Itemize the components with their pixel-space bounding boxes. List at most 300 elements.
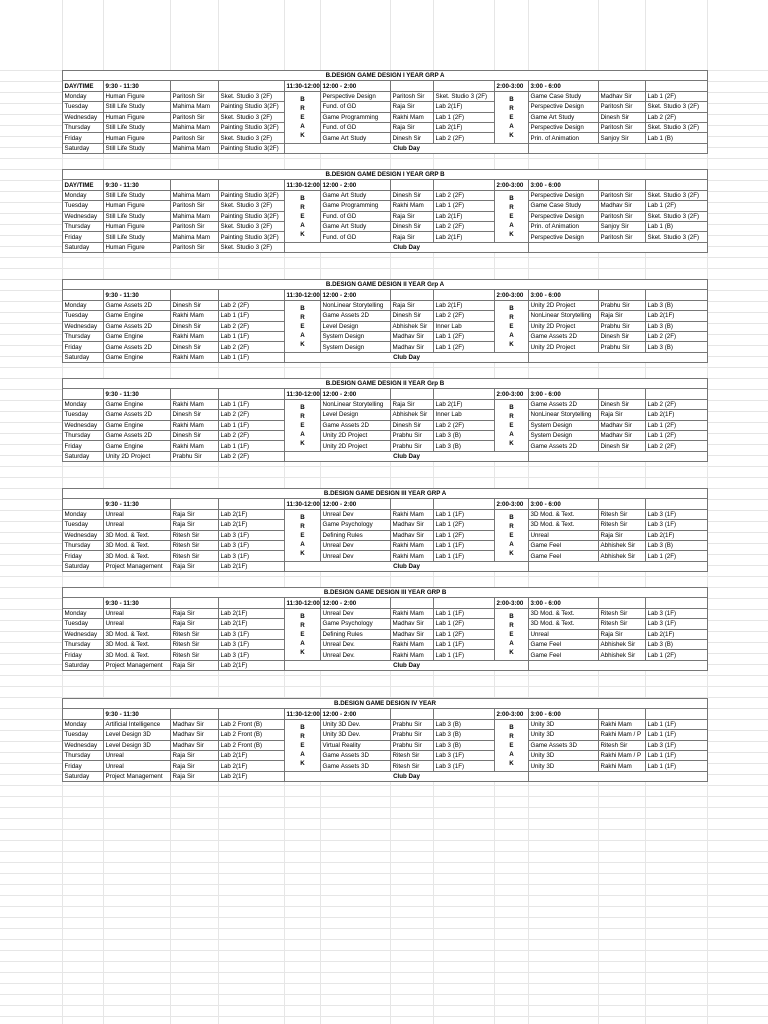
session-cell: Lab 2(1F) [219,660,285,670]
day-cell: Friday [63,342,104,352]
session-cell: Still Life Study [104,122,171,132]
column-header [219,81,285,91]
empty-cell [529,561,708,571]
break-letter: E [509,421,514,429]
session-cell: Dinesh Sir [171,410,219,420]
column-header [171,180,219,190]
session-cell: 3D Mod. & Text. [104,650,171,660]
session-cell: Prabhu Sir [599,321,646,331]
session-cell: Lab 2 (2F) [646,441,708,451]
table-row [63,211,708,221]
session-cell: Raja Sir [171,660,219,670]
session-cell: Still Life Study [104,143,171,153]
session-cell: Raja Sir [171,771,219,781]
session-cell: Paritosh Sir [599,122,646,132]
session-cell: Lab 1 (1F) [219,399,285,409]
column-header: 2:00-3:00 [495,180,529,190]
session-cell: System Design [321,342,391,352]
break-letter: R [509,313,514,321]
column-header [646,180,708,190]
day-cell: Thursday [63,540,104,550]
session-cell: Dinesh Sir [391,190,434,200]
sheet-gridline [0,961,768,962]
column-header: 12:00 - 2:00 [321,290,391,300]
session-cell: Lab 3 (1F) [219,650,285,660]
session-cell: Lab 1 (2F) [646,201,708,211]
session-cell: Lab 2 (2F) [646,331,708,341]
session-cell: Game Assets 2D [104,300,171,310]
timetable-title-row [63,379,708,389]
session-cell: Lab 2(1F) [219,520,285,530]
table-row [63,221,708,231]
day-cell: Thursday [63,122,104,132]
session-cell: Rakhi Mam [391,509,434,519]
table-row [63,342,708,352]
column-header [219,499,285,509]
session-cell: Human Figure [104,91,171,101]
session-cell: Unity 3D Dev. [321,730,391,740]
session-cell: Prin. of Animation [529,133,599,143]
timetable-7 [62,698,708,782]
session-cell: Lab 1 (1F) [434,540,495,550]
break-letter: A [300,750,305,758]
break-letter: R [300,412,305,420]
column-header [63,709,104,719]
session-cell: 3D Mod. & Text. [104,629,171,639]
break-cell [495,190,529,242]
column-header: 11:30-12:00 [286,181,320,189]
session-cell: Perspective Design [529,122,599,132]
break-letter: K [300,439,305,447]
table-row [63,102,708,112]
day-cell: Thursday [63,430,104,440]
table-row [63,122,708,132]
table-row [63,441,708,451]
column-header: 9:30 - 11:30 [104,290,171,300]
break-letter: K [300,340,305,348]
timetable-header-row [63,81,708,91]
session-cell: Lab 2(1F) [434,232,495,242]
session-cell: Lab 3 (1F) [646,608,708,618]
session-cell: Lab 1 (2F) [434,619,495,629]
session-cell: Unity 2D Project [529,321,599,331]
session-cell: Lab 1 (2F) [434,331,495,341]
break-letter: A [300,540,305,548]
session-cell: Dinesh Sir [171,430,219,440]
session-cell: Still Life Study [104,232,171,242]
session-cell: Rakhi Mam [391,551,434,561]
column-header: 9:30 - 11:30 [104,499,171,509]
session-cell: 3D Mod. & Text. [529,520,599,530]
timetable-header-row [63,180,708,190]
break-letter: K [509,230,514,238]
timetable-header-row [63,598,708,608]
break-cell [285,300,321,352]
session-cell: Dinesh Sir [171,321,219,331]
column-header [63,598,104,608]
break-letter: K [300,648,305,656]
table-row-saturday [63,561,708,571]
session-cell: Prabhu Sir [391,740,434,750]
timetable-2 [62,169,708,253]
session-cell: Rakhi Mam [171,420,219,430]
break-cell [285,190,321,242]
table-row [63,608,708,618]
day-cell: Saturday [63,352,104,362]
table-row-saturday [63,771,708,781]
table-row [63,112,708,122]
session-cell: Level Design [321,321,391,331]
timetable-title-row [63,170,708,180]
day-cell: Thursday [63,750,104,760]
timetable-5 [62,488,708,572]
session-cell: Lab 1 (1F) [219,441,285,451]
empty-cell [529,352,708,362]
sheet-gridline [0,994,768,995]
column-header [434,389,495,399]
break-letter: E [509,741,514,749]
timetable-title: B.DESIGN GAME DESIGN II YEAR Grp B [63,379,708,389]
session-cell: Ritesh Sir [171,650,219,660]
session-cell: Lab 2 (2F) [434,221,495,231]
session-cell: Human Figure [104,133,171,143]
session-cell: Lab 2 (2F) [646,112,708,122]
day-cell: Friday [63,761,104,771]
timetable-title-row [63,71,708,81]
session-cell: Lab 1 (2F) [434,629,495,639]
session-cell: Raja Sir [171,619,219,629]
session-cell: Game Feel [529,540,599,550]
session-cell: Lab 2(1F) [219,619,285,629]
session-cell: Lab 1 (1F) [434,608,495,618]
session-cell: Game Case Study [529,201,599,211]
session-cell: Madhav Sir [391,342,434,352]
break-letter: K [509,340,514,348]
session-cell: Unity 3D [529,730,599,740]
column-header [434,81,495,91]
sheet-gridline [0,972,768,973]
session-cell: Prabhu Sir [599,342,646,352]
sheet-gridline [0,158,768,159]
column-header [391,499,434,509]
session-cell: Ritesh Sir [599,608,646,618]
day-cell: Saturday [63,451,104,461]
session-cell: Fund. of GD [321,232,391,242]
column-header [646,290,708,300]
session-cell: Prabhu Sir [391,430,434,440]
session-cell: Game Assets 3D [321,750,391,760]
day-cell: Tuesday [63,102,104,112]
break-letter: B [509,95,514,103]
break-cell [285,509,321,561]
session-cell: Paritosh Sir [171,242,219,252]
session-cell: Game Programming [321,201,391,211]
sheet-gridline [0,367,768,368]
session-cell: Rakhi Mam [391,201,434,211]
session-cell: Abhishek Sir [599,639,646,649]
column-header: DAY/TIME [63,180,104,190]
session-cell: Dinesh Sir [391,221,434,231]
club-day-cell: Club Day [285,352,529,362]
session-cell: Game Case Study [529,91,599,101]
column-header: 12:00 - 2:00 [321,598,391,608]
session-cell: Virtual Reality [321,740,391,750]
session-cell: Madhav Sir [599,201,646,211]
timetable-header-row [63,290,708,300]
session-cell: Lab 2 (2F) [434,311,495,321]
session-cell: Lab 2(1F) [646,530,708,540]
session-cell: Lab 2(1F) [219,608,285,618]
session-cell: Paritosh Sir [171,91,219,101]
session-cell: Unity 2D Project [321,430,391,440]
session-cell: Dinesh Sir [391,133,434,143]
session-cell: 3D Mod. & Text. [529,608,599,618]
session-cell: Game Art Study [321,133,391,143]
session-cell: Painting Studio 3(2F) [219,232,285,242]
column-header: 11:30-12:00 [286,710,320,718]
timetable-title-row [63,280,708,290]
session-cell: Sket. Studio 3 (2F) [646,102,708,112]
session-cell: Rakhi Mam [171,441,219,451]
column-header [646,81,708,91]
day-cell: Saturday [63,143,104,153]
session-cell: Project Management [104,561,171,571]
column-header [391,290,434,300]
sheet-gridline [0,917,768,918]
column-header: 11:30-12:00 [286,291,320,299]
day-cell: Wednesday [63,530,104,540]
session-cell: Dinesh Sir [171,300,219,310]
break-letter: B [509,304,514,312]
session-cell: Unity 3D Dev. [321,719,391,729]
empty-cell [529,660,708,670]
session-cell: Lab 2 Front (B) [219,740,285,750]
session-cell: Lab 2 Front (B) [219,719,285,729]
day-cell: Saturday [63,771,104,781]
break-letter: K [300,759,305,767]
session-cell: Unreal [104,509,171,519]
session-cell: Rakhi Mam [171,352,219,362]
break-letter: R [509,621,514,629]
session-cell: Game Psychology [321,520,391,530]
session-cell: Still Life Study [104,190,171,200]
sheet-gridline [0,477,768,478]
session-cell: Madhav Sir [391,629,434,639]
table-row [63,331,708,341]
session-cell: Lab 1 (1F) [219,420,285,430]
session-cell: System Design [529,420,599,430]
session-cell: Sket. Studio 3 (2F) [219,133,285,143]
session-cell: Painting Studio 3(2F) [219,143,285,153]
break-cell [495,719,529,771]
session-cell: 3D Mod. & Text. [104,551,171,561]
column-header [599,81,646,91]
table-row [63,410,708,420]
session-cell: Rakhi Mam [599,719,646,729]
break-cell [495,509,529,561]
break-letter: E [509,531,514,539]
day-cell: Monday [63,91,104,101]
session-cell: Game Feel [529,551,599,561]
break-cell [495,608,529,660]
session-cell: Unity 2D Project [529,342,599,352]
sheet-gridline [0,1005,768,1006]
column-header: DAY/TIME [63,81,104,91]
table-row [63,629,708,639]
session-cell: Lab 2 Front (B) [219,730,285,740]
session-cell: Sket. Studio 3 (2F) [434,91,495,101]
session-cell: Perspective Design [529,190,599,200]
sheet-gridline [0,895,768,896]
column-header: 2:00-3:00 [495,499,529,509]
day-cell: Monday [63,190,104,200]
session-cell: Raja Sir [171,750,219,760]
session-cell: Lab 1 (2F) [434,201,495,211]
session-cell: 3D Mod. & Text. [104,540,171,550]
club-day-cell: Club Day [285,451,529,461]
session-cell: Lab 3 (B) [646,639,708,649]
day-cell: Friday [63,650,104,660]
session-cell: Paritosh Sir [171,112,219,122]
session-cell: Lab 1 (2F) [646,430,708,440]
break-letter: A [509,540,514,548]
session-cell: Unity 2D Project [529,300,599,310]
session-cell: Madhav Sir [171,730,219,740]
timetable-4 [62,378,708,462]
day-cell: Tuesday [63,201,104,211]
sheet-gridline [0,906,768,907]
table-row [63,639,708,649]
break-letter: E [300,741,305,749]
break-letter: R [509,104,514,112]
column-header [63,499,104,509]
session-cell: Project Management [104,660,171,670]
session-cell: Game Assets 2D [321,420,391,430]
session-cell: Lab 1 (1F) [646,730,708,740]
session-cell: Raja Sir [171,608,219,618]
session-cell: Prabhu Sir [391,441,434,451]
table-row-saturday [63,242,708,252]
session-cell: Sket. Studio 3 (2F) [646,122,708,132]
session-cell: Raja Sir [171,520,219,530]
session-cell: Paritosh Sir [171,201,219,211]
break-letter: B [509,194,514,202]
session-cell: Mahima Mam [171,211,219,221]
break-letter: E [300,630,305,638]
sheet-gridline [0,851,768,852]
column-header: 3:00 - 6:00 [529,499,599,509]
break-letter: K [509,759,514,767]
session-cell: Game Assets 2D [104,410,171,420]
column-header [219,290,285,300]
session-cell: Unreal Dev [321,509,391,519]
break-letter: E [300,113,305,121]
table-row [63,520,708,530]
session-cell: Madhav Sir [599,430,646,440]
session-cell: Lab 1 (2F) [434,342,495,352]
day-cell: Wednesday [63,420,104,430]
session-cell: NonLinear Storytelling [321,399,391,409]
session-cell: Lab 2 (2F) [434,190,495,200]
day-cell: Wednesday [63,629,104,639]
column-header: 11:30-12:00 [286,599,320,607]
session-cell: Unity 2D Project [104,451,171,461]
column-header: 12:00 - 2:00 [321,81,391,91]
session-cell: Lab 3 (1F) [646,619,708,629]
column-header: 12:00 - 2:00 [321,499,391,509]
session-cell: Lab 2(1F) [219,750,285,760]
column-header: 9:30 - 11:30 [104,81,171,91]
session-cell: Lab 1 (1F) [219,311,285,321]
sheet-gridline [0,818,768,819]
table-row-saturday [63,143,708,153]
session-cell: Madhav Sir [391,331,434,341]
session-cell: Lab 1 (1F) [434,509,495,519]
session-cell: Lab 2(1F) [646,311,708,321]
session-cell: Lab 1 (2F) [434,112,495,122]
empty-cell [529,143,708,153]
session-cell: Unreal Dev. [321,650,391,660]
break-cell [285,91,321,143]
session-cell: Lab 2(1F) [219,561,285,571]
day-cell: Saturday [63,660,104,670]
column-header [63,290,104,300]
session-cell: Raja Sir [391,102,434,112]
column-header: 3:00 - 6:00 [529,290,599,300]
break-letter: E [509,113,514,121]
column-header [219,389,285,399]
session-cell: 3D Mod. & Text. [529,619,599,629]
session-cell: Lab 3 (1F) [646,520,708,530]
session-cell: Sket. Studio 3 (2F) [646,211,708,221]
session-cell: Lab 3 (B) [646,321,708,331]
column-header [171,499,219,509]
day-cell: Wednesday [63,740,104,750]
sheet-gridline [0,840,768,841]
session-cell: Unreal [104,608,171,618]
session-cell: Dinesh Sir [599,112,646,122]
session-cell: Lab 1 (1F) [434,639,495,649]
session-cell: Game Assets 3D [321,761,391,771]
session-cell: Raja Sir [599,311,646,321]
empty-cell [529,242,708,252]
session-cell: Game Engine [104,352,171,362]
session-cell: Lab 1 (1F) [646,719,708,729]
column-header [646,499,708,509]
break-letter: A [509,221,514,229]
session-cell: Painting Studio 3(2F) [219,211,285,221]
break-letter: E [300,531,305,539]
table-row [63,300,708,310]
break-letter: B [300,403,305,411]
session-cell: Unreal Dev [321,540,391,550]
session-cell: Lab 2(1F) [646,629,708,639]
session-cell: Perspective Design [529,211,599,221]
session-cell: Lab 2(1F) [219,509,285,519]
break-letter: K [509,131,514,139]
session-cell: Lab 3 (B) [434,730,495,740]
break-letter: A [509,331,514,339]
session-cell: Abhishek Sir [599,650,646,660]
break-letter: K [509,549,514,557]
session-cell: Unreal [529,629,599,639]
table-row [63,650,708,660]
column-header [391,598,434,608]
column-header: 9:30 - 11:30 [104,709,171,719]
session-cell: Prabhu Sir [391,719,434,729]
sheet-gridline [0,576,768,577]
sheet-gridline [0,686,768,687]
